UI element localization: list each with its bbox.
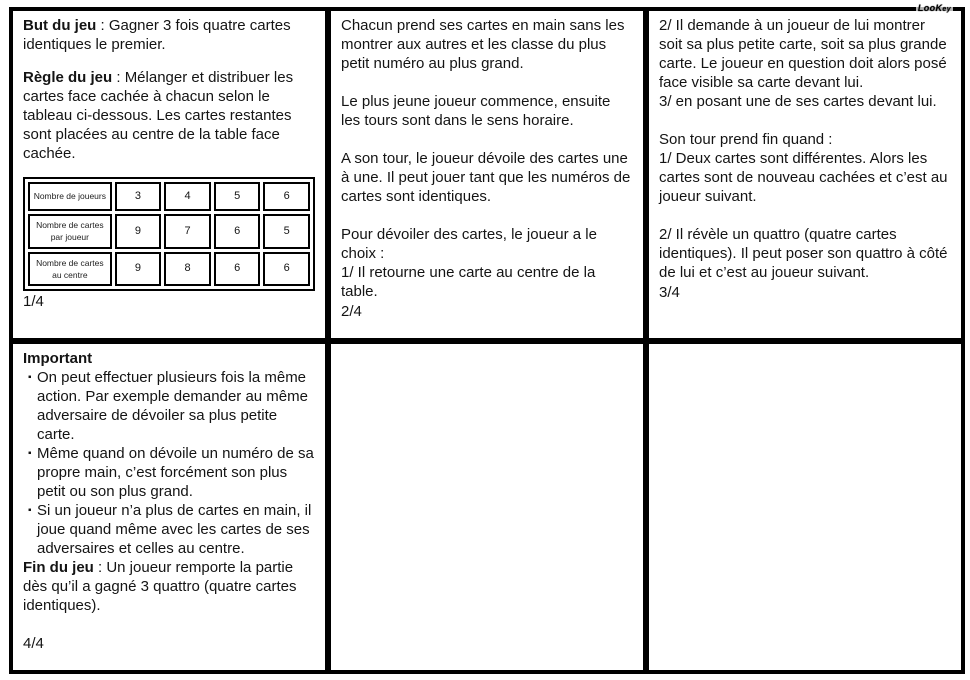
important-list: [23, 368, 315, 558]
page-number: 3/4: [659, 284, 680, 301]
rule-card-1: [13, 11, 325, 338]
table-cell: 5: [214, 182, 261, 211]
bullet-icon: ▪: [28, 372, 32, 383]
page-number: 2/4: [341, 303, 362, 320]
goal-heading: But du jeu: [23, 17, 97, 34]
turn-end-intro-line: Son tour prend fin quand :: [659, 131, 833, 148]
row-header-cards-per-player: Nombre de cartes par joueur: [28, 214, 112, 249]
choice-intro-line: Pour dévoiler des cartes, le joueur a le choix :: [341, 226, 597, 262]
row-header-players: Nombre de joueurs: [28, 182, 112, 211]
row-header-cards-center: Nombre de cartes au centre: [28, 252, 112, 287]
watermark-logo: [916, 3, 953, 15]
table-row: [28, 214, 310, 249]
table-cell: 6: [263, 182, 310, 211]
rule-heading: Règle du jeu: [23, 69, 113, 86]
table-cell: 4: [164, 182, 211, 211]
rule-card-2: [331, 11, 643, 338]
bullet-text: Si un joueur n’a plus de cartes en main, il joue quand même avec les cartes de ses adversaires et celles au centre.: [37, 502, 312, 557]
rule-card-3: [649, 11, 961, 338]
paragraph: [659, 16, 951, 111]
distribution-table: [23, 177, 315, 291]
page-number: 1/4: [23, 293, 44, 311]
rule-card-6-empty: [649, 344, 961, 670]
goal-paragraph: [23, 16, 315, 54]
bullet-text: Même quand on dévoile un numéro de sa propre main, c’est forcément son plus petit ou son plus grand.: [37, 445, 314, 500]
table-cell: 6: [214, 214, 261, 249]
rule-paragraph: [23, 68, 315, 163]
table-cell: 9: [115, 252, 162, 287]
table-cell: 6: [263, 252, 310, 287]
bullet-icon: ▪: [28, 448, 32, 459]
rules-sheet: [9, 7, 965, 674]
list-item: [23, 368, 315, 444]
table-cell: 7: [164, 214, 211, 249]
watermark-main: LooK: [917, 3, 943, 13]
table-cell: 9: [115, 214, 162, 249]
bullet-icon: ▪: [28, 505, 32, 516]
choice-option-1-line: 1/ Il retourne une carte au centre de la table.: [341, 264, 596, 300]
watermark-suffix: ey: [942, 6, 951, 13]
goal-text: : Gagner 3 fois quatre cartes identiques le premier.: [23, 17, 291, 53]
turn-end-case-1-line: 1/ Deux cartes sont différentes. Alors les cartes sont de nouveau cachées et c’est au joueur suivant.: [659, 150, 948, 205]
paragraph: [341, 225, 633, 301]
rule-text: : Mélanger et distribuer les cartes face cachée à chacun selon le tableau ci-dessous. Les cartes restantes sont placées au centre de la table face cachée.: [23, 69, 294, 162]
paragraph: 2/ Il révèle un quattro (quatre cartes identiques). Il peut poser son quattro à côté de lui et c’est au joueur suivant.: [659, 226, 948, 281]
rule-card-5-empty: [331, 344, 643, 670]
important-heading: Important: [23, 350, 93, 367]
page-number: 4/4: [23, 635, 44, 652]
list-item: [23, 501, 315, 558]
paragraph: A son tour, le joueur dévoile des cartes une à une. Il peut jouer tant que les numéros de cartes sont identiques.: [341, 150, 631, 205]
end-of-game-paragraph: [23, 558, 315, 615]
table-cell: 5: [263, 214, 310, 249]
table-row: [28, 252, 310, 287]
choice-option-2-line: 2/ Il demande à un joueur de lui montrer soit sa plus petite carte, soit sa plus grande carte. Le joueur en question doit alors posé face visible sa carte devant lui.: [659, 17, 947, 91]
end-of-game-heading: Fin du jeu: [23, 559, 94, 576]
rule-card-4: [13, 344, 325, 670]
bullet-text: On peut effectuer plusieurs fois la même action. Par exemple demander au même adversaire de dévoiler sa plus petite carte.: [37, 369, 308, 443]
choice-option-3-line: 3/ en posant une de ses cartes devant lui.: [659, 93, 937, 110]
paragraph: Le plus jeune joueur commence, ensuite les tours sont dans le sens horaire.: [341, 93, 611, 129]
paragraph: [659, 130, 951, 206]
table-row: [28, 182, 310, 211]
end-of-game-text: : Un joueur remporte la partie dès qu’il a gagné 3 quattro (quatre cartes identiques).: [23, 559, 297, 614]
paragraph: Chacun prend ses cartes en main sans les montrer aux autres et les classe du plus petit numéro au plus grand.: [341, 17, 625, 72]
table-cell: 8: [164, 252, 211, 287]
list-item: [23, 444, 315, 501]
table-cell: 3: [115, 182, 162, 211]
table-cell: 6: [214, 252, 261, 287]
